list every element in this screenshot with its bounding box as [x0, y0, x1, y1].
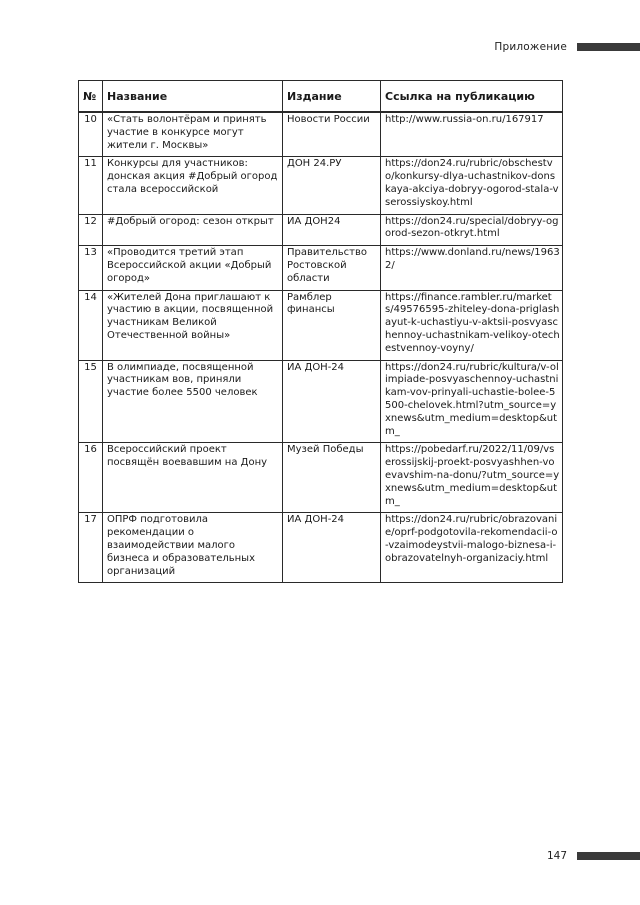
- row-publisher: Новости России: [283, 112, 381, 157]
- row-title: «Стать волонтёрам и принять участие в конкурсе могут жители г. Москвы»: [103, 112, 283, 157]
- table-row: [79, 360, 563, 443]
- table-row: [79, 443, 563, 513]
- row-number: 12: [79, 214, 103, 246]
- column-header-publisher: Издание: [283, 81, 381, 113]
- row-title: #Добрый огород: сезон открыт: [103, 214, 283, 246]
- row-number: 15: [79, 360, 103, 443]
- row-title: В олимпиаде, посвященной участникам вов, приняли участие более 5500 человек: [103, 360, 283, 443]
- row-publisher: Музей Победы: [283, 443, 381, 513]
- row-publisher: ДОН 24.РУ: [283, 157, 381, 214]
- row-number: 11: [79, 157, 103, 214]
- row-link[interactable]: https://pobedarf.ru/2022/11/09/vserossijskij-proekt-posvyashhen-voevavshim-na-donu/?utm_source=yxnews&utm_medium=desktop&utm_: [381, 443, 563, 513]
- page-footer: [547, 849, 640, 863]
- row-number: 10: [79, 112, 103, 157]
- header-decor-bar: [577, 43, 640, 51]
- row-link[interactable]: https://don24.ru/rubric/obschestvo/konkursy-dlya-uchastnikov-donskaya-akciya-dobryy-ogorod-stala-vserossiyskoy.html: [381, 157, 563, 214]
- row-link[interactable]: https://don24.ru/rubric/obrazovanie/oprf-podgotovila-rekomendacii-o-vzaimodeystvii-malogo-biznesa-i-obrazovatelnyh-organizaciy.html: [381, 513, 563, 583]
- page-header: [494, 40, 640, 54]
- table-row: [79, 112, 563, 157]
- column-header-title: Название: [103, 81, 283, 113]
- row-publisher: ИА ДОН-24: [283, 513, 381, 583]
- footer-decor-bar: [577, 852, 640, 860]
- row-link[interactable]: https://don24.ru/rubric/kultura/v-olimpiade-posvyaschennoy-uchastnikam-vov-prinyali-uchastie-bolee-5500-chelovek.html?utm_source=yxnews&utm_medium=desktop&utm_: [381, 360, 563, 443]
- row-title: «Проводится третий этап Всероссийской акции «Добрый огород»: [103, 246, 283, 290]
- row-title: ОПРФ подготовила рекомендации о взаимодействии малого бизнеса и образовательных организаций: [103, 513, 283, 583]
- row-title: Всероссийский проект посвящён воевавшим на Дону: [103, 443, 283, 513]
- row-title: «Жителей Дона приглашают к участию в акции, посвященной участникам Великой Отечественной войны»: [103, 290, 283, 360]
- row-number: 16: [79, 443, 103, 513]
- table-row: [79, 214, 563, 246]
- table-row: [79, 290, 563, 360]
- row-publisher: Правительство Ростовской области: [283, 246, 381, 290]
- column-header-link: Ссылка на публикацию: [381, 81, 563, 113]
- table-row: [79, 246, 563, 290]
- page-number: 147: [546, 850, 567, 862]
- table-row: [79, 157, 563, 214]
- row-link[interactable]: https://www.donland.ru/news/19632/: [381, 246, 563, 290]
- table-header-row: [79, 81, 563, 113]
- column-header-number: №: [79, 81, 103, 113]
- row-number: 14: [79, 290, 103, 360]
- row-publisher: ИА ДОН24: [283, 214, 381, 246]
- row-publisher: Рамблер финансы: [283, 290, 381, 360]
- row-title: Конкурсы для участников: донская акция #Добрый огород стала всероссийской: [103, 157, 283, 214]
- row-link[interactable]: https://finance.rambler.ru/markets/49576595-zhiteley-dona-priglashayut-k-uchastiyu-v-aktsii-posvyaschennoy-uchastnikam-velikoy-otechestvennoy-voyny/: [381, 290, 563, 360]
- row-number: 13: [79, 246, 103, 290]
- section-label: Приложение: [494, 41, 567, 53]
- table-row: [79, 513, 563, 583]
- row-publisher: ИА ДОН-24: [283, 360, 381, 443]
- row-number: 17: [79, 513, 103, 583]
- row-link[interactable]: https://don24.ru/special/dobryy-ogorod-sezon-otkryt.html: [381, 214, 563, 246]
- row-link[interactable]: http://www.russia-on.ru/167917: [381, 112, 563, 157]
- publications-table: [78, 80, 563, 583]
- publications-table-wrap: [78, 80, 562, 583]
